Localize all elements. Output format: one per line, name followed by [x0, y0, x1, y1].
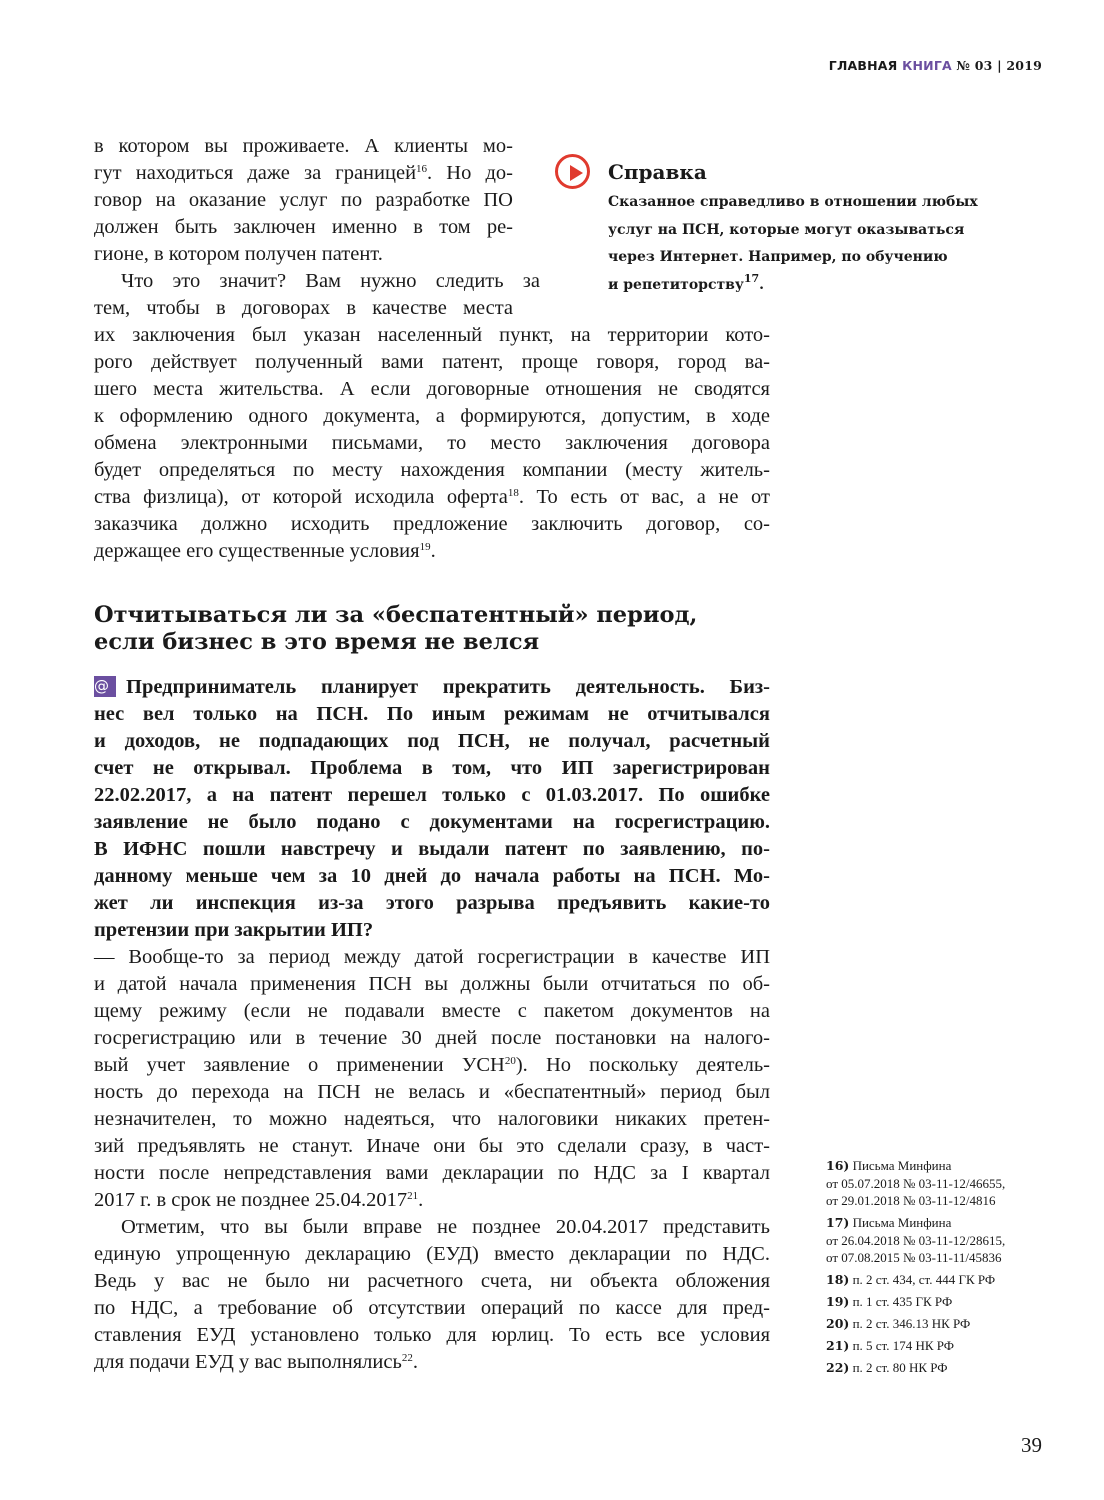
text-segment: нес вел только на ПСН. По иным режимам не отчитывался — [94, 703, 770, 725]
footnote-item — [826, 1271, 1056, 1289]
footnote-ref: 16 — [416, 163, 428, 175]
text-line — [94, 1241, 770, 1268]
section-heading — [94, 602, 697, 656]
heading-line: Отчитываться ли за «беспатентный» период, — [94, 602, 698, 628]
footnote-ref: 20 — [504, 1055, 516, 1067]
text-segment: 2017 г. в срок не позднее 25.04.2017 — [94, 1189, 408, 1211]
text-line — [94, 1133, 770, 1160]
text-segment: и репетиторству — [608, 276, 744, 293]
reference-text — [608, 189, 978, 299]
text-line — [94, 809, 770, 836]
text-segment: заказчика должно исходить предложение заключить договор, со- — [94, 513, 770, 535]
text-line — [94, 782, 770, 809]
reference-line — [608, 217, 978, 245]
text-line — [94, 376, 770, 403]
reference-line — [608, 272, 978, 300]
text-segment: — Вообще-то за период между датой госрегистрации в качестве ИП — [94, 946, 770, 968]
text-segment: Сказанное справедливо в отношении любых — [608, 194, 978, 210]
text-segment: для подачи ЕУД у вас выполнялись — [94, 1351, 402, 1373]
text-segment: . Но до- — [427, 162, 513, 184]
text-line — [94, 998, 770, 1025]
text-line — [94, 1349, 770, 1376]
footnote-number: 16) — [826, 1158, 850, 1173]
text-segment: . — [759, 276, 765, 293]
text-line — [94, 1268, 770, 1295]
text-segment: единую упрощенную декларацию (ЕУД) вместо декларации по НДС. — [94, 1243, 770, 1265]
play-circle-icon — [555, 154, 590, 189]
text-segment: счет не открывал. Проблема в том, что ИП зарегистрирован — [94, 757, 770, 779]
text-segment: в котором вы проживаете. А клиенты мо- — [94, 135, 513, 157]
text-line — [94, 890, 770, 917]
text-line — [94, 1160, 770, 1187]
footnote-line — [826, 1293, 1056, 1311]
text-line — [94, 971, 770, 998]
footnote-line — [826, 1359, 1056, 1377]
text-segment: вый учет заявление о применении УСН — [94, 1054, 505, 1076]
text-segment: данному меньше чем за 10 дней до начала работы на ПСН. Мо- — [94, 865, 770, 887]
text-segment: и датой начала применения ПСН вы должны были отчитаться по об- — [94, 973, 770, 995]
text-segment: Предприниматель планирует прекратить деятельность. Биз- — [126, 676, 770, 698]
text-line — [94, 133, 513, 160]
footnote-number: 22) — [826, 1360, 850, 1375]
text-segment: говор на оказание услуг по разработке ПО — [94, 189, 513, 211]
text-line — [94, 863, 770, 890]
footnote-text: от 07.08.2015 № 03-11-11/45836 — [826, 1250, 1002, 1265]
text-segment: будет определяться по месту нахождения компании (месту житель- — [94, 459, 770, 481]
footnote-number: 19) — [826, 1294, 850, 1309]
question-at-icon: @ — [94, 676, 116, 697]
text-line — [94, 538, 770, 565]
footnote-number: 21) — [826, 1338, 850, 1353]
text-segment: должен быть заключен именно в том ре- — [94, 216, 513, 238]
text-segment: 22.02.2017, а на патент перешел только с 01.03.2017. По ошибке — [94, 784, 770, 806]
text-segment: к оформлению одного документа, а формируются, допустим, в ходе — [94, 405, 770, 427]
page-number: 39 — [1021, 1433, 1042, 1457]
footnote-line — [826, 1192, 1056, 1210]
footnote-number: 18) — [826, 1272, 850, 1287]
text-segment: . То есть от вас, а не от — [518, 486, 770, 508]
text-line — [94, 511, 770, 538]
reference-line — [608, 244, 978, 272]
footnote-line — [826, 1337, 1056, 1355]
text-segment: ности после непредставления вами декларации по НДС за I квартал — [94, 1162, 770, 1184]
text-segment: и доходов, не подпадающих под ПСН, не получал, расчетный — [94, 730, 770, 752]
text-segment: Отметим, что вы были вправе не позднее 20.04.2017 представить — [121, 1216, 770, 1238]
reference-title: Справка — [608, 160, 707, 184]
text-segment: шего места жительства. А если договорные отношения не сводятся — [94, 378, 770, 400]
footnote-ref: 21 — [407, 1190, 419, 1202]
text-line — [94, 295, 513, 322]
footnote-text: п. 1 ст. 435 ГК РФ — [852, 1294, 953, 1309]
text-line — [94, 160, 513, 187]
footnote-text: Письма Минфина — [852, 1158, 952, 1173]
footnote-ref: 19 — [419, 541, 431, 553]
header-issue: № 03 | 2019 — [956, 58, 1042, 73]
text-segment: тем, чтобы в договорах в качестве места — [94, 297, 513, 319]
text-line — [94, 1025, 770, 1052]
text-segment: ). Но поскольку деятель- — [515, 1054, 770, 1076]
text-line — [94, 836, 770, 863]
text-line — [94, 1322, 770, 1349]
text-line — [94, 187, 513, 214]
text-segment: . — [430, 540, 436, 562]
text-line — [94, 1187, 770, 1214]
footnote-line — [826, 1157, 1056, 1175]
text-segment: Что это значит? Вам нужно следить за — [121, 270, 540, 292]
magazine-header — [829, 58, 1042, 73]
text-line — [94, 1214, 770, 1241]
text-line — [94, 755, 770, 782]
text-segment: В ИФНС пошли навстречу и выдали патент по заявлению, по- — [94, 838, 770, 860]
text-segment: держащее его существенные условия — [94, 540, 420, 562]
text-line — [94, 728, 770, 755]
text-segment: претензии при закрытии ИП? — [94, 919, 374, 941]
text-segment: незначителен, то можно надеяться, что налоговики никаких претен- — [94, 1108, 770, 1130]
footnote-item — [826, 1293, 1056, 1311]
reader-question — [94, 674, 770, 944]
footnote-ref: 17 — [743, 271, 760, 285]
text-segment: щему режиму (если не подавали вместе с пакетом документов на — [94, 1000, 770, 1022]
footnote-line — [826, 1175, 1056, 1193]
text-line — [94, 322, 770, 349]
footnote-item — [826, 1337, 1056, 1355]
text-line — [94, 214, 513, 241]
text-segment: по НДС, а требование об отсутствии операций по кассе для пред- — [94, 1297, 770, 1319]
text-segment: Ведь у вас не было ни расчетного счета, ни объекта обложения — [94, 1270, 770, 1292]
heading-line: если бизнес в это время не велся — [94, 629, 540, 655]
footnote-item — [826, 1157, 1056, 1210]
text-line — [94, 944, 770, 971]
reference-line — [608, 189, 978, 217]
text-segment: . — [418, 1189, 424, 1211]
text-line — [94, 1106, 770, 1133]
text-line — [94, 701, 770, 728]
text-line — [94, 349, 770, 376]
text-line — [94, 1079, 770, 1106]
footnote-line — [826, 1249, 1056, 1267]
text-segment: жет ли инспекция из-за этого разрыва предъявить какие-то — [94, 892, 770, 914]
footnote-text: п. 2 ст. 434, ст. 444 ГК РФ — [852, 1272, 996, 1287]
footnote-ref: 22 — [401, 1352, 413, 1364]
text-segment: услуг на ПСН, которые могут оказываться — [608, 221, 965, 238]
text-line — [94, 1295, 770, 1322]
footnote-text: п. 5 ст. 174 НК РФ — [852, 1338, 955, 1353]
text-segment: ставления ЕУД установлено только для юрлиц. То есть все условия — [94, 1324, 770, 1346]
footnote-number: 17) — [826, 1215, 850, 1230]
text-segment: заявление не было подано с документами на госрегистрацию. — [94, 811, 770, 833]
footnote-item — [826, 1315, 1056, 1333]
footnote-text: Письма Минфина — [852, 1215, 952, 1230]
text-segment: госрегистрацию или в течение 30 дней после постановки на налого- — [94, 1027, 770, 1049]
text-line — [94, 403, 770, 430]
footnote-text: п. 2 ст. 80 НК РФ — [852, 1360, 948, 1375]
text-line — [94, 917, 770, 944]
text-segment: рого действует полученный вами патент, проще говоря, город ва- — [94, 351, 770, 373]
header-title: ГЛАВНАЯ — [828, 58, 898, 73]
footnotes — [826, 1157, 1056, 1381]
text-segment: зий предъявлять не станут. Иначе они бы это сделали сразу, в част- — [94, 1135, 770, 1157]
footnote-text: от 05.07.2018 № 03-11-12/46655, — [826, 1175, 1006, 1191]
text-segment: ность до перехода на ПСН не велась и «беспатентный» период был — [94, 1081, 770, 1103]
footnote-item — [826, 1359, 1056, 1377]
text-segment: обмена электронными письмами, то место заключения договора — [94, 432, 770, 454]
text-segment: ства физлица), от которой исходила оферта — [94, 486, 508, 508]
text-segment: гут находиться даже за границей — [94, 162, 417, 184]
text-segment: через Интернет. Например, по обучению — [608, 249, 948, 265]
text-segment: их заключения был указан населенный пункт, на территории кото- — [94, 324, 770, 346]
footnote-number: 20) — [826, 1316, 850, 1331]
header-title-accent: КНИГА — [902, 58, 952, 73]
text-line — [94, 241, 513, 268]
text-line — [94, 484, 770, 511]
text-segment: . — [412, 1351, 418, 1373]
text-line — [94, 430, 770, 457]
text-segment: гионе, в котором получен патент. — [94, 243, 383, 265]
text-line — [94, 1052, 770, 1079]
text-line — [94, 674, 770, 701]
expert-answer — [94, 944, 770, 1376]
footnote-item — [826, 1214, 1056, 1267]
footnote-text: п. 2 ст. 346.13 НК РФ — [852, 1316, 971, 1331]
text-line — [94, 457, 770, 484]
footnote-text: от 29.01.2018 № 03-11-12/4816 — [826, 1193, 996, 1208]
footnote-line — [826, 1315, 1056, 1333]
footnote-line — [826, 1232, 1056, 1250]
footnote-ref: 18 — [507, 487, 519, 499]
footnote-text: от 26.04.2018 № 03-11-12/28615, — [826, 1232, 1006, 1248]
footnote-line — [826, 1214, 1056, 1232]
text-line — [94, 268, 540, 295]
footnote-line — [826, 1271, 1056, 1289]
